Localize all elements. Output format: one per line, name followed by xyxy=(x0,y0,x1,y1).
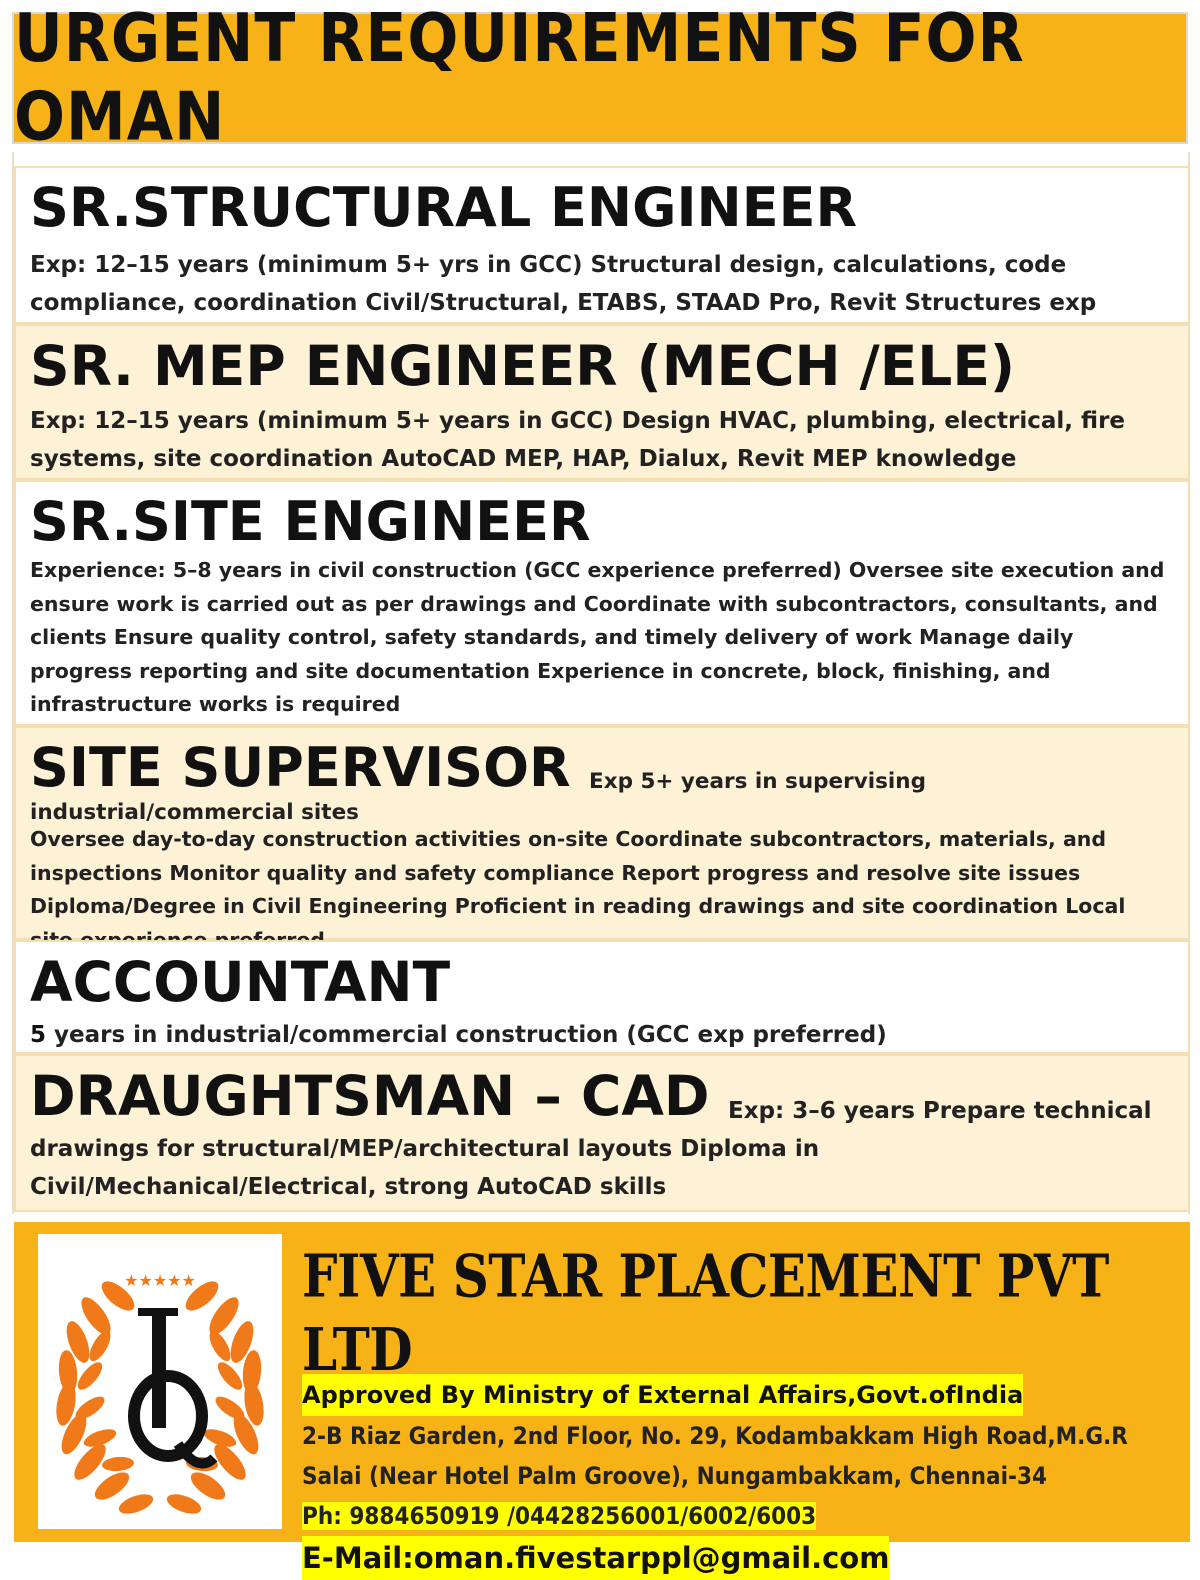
page-title: URGENT REQUIREMENTS FOR OMAN xyxy=(14,0,1025,157)
laurel-right xyxy=(164,1276,266,1517)
job-card-accountant xyxy=(14,940,1190,1054)
job-years: 5 xyxy=(30,1022,47,1048)
company-info xyxy=(302,1240,1172,1580)
email-address[interactable]: E-Mail:oman.fivestarppl@gmail.com xyxy=(302,1536,889,1580)
job-description-text: years in industrial/commercial construction (GCC exp preferred) xyxy=(46,1022,887,1048)
job-card-mep-engineer xyxy=(14,324,1190,480)
logo-stars: ★★★★★ xyxy=(124,1271,196,1290)
job-description: Experience: 5–8 years in civil construction (GCC experience preferred) Oversee site execution and ensure work is carried out as per drawings and Coordinate with subcontractors, consultants, and clients Ensure quality control, safety standards, and timely delivery of work Manage daily progress reporting and site documentation Experience in concrete, block, finishing, and infrastructure works is required xyxy=(30,558,1165,716)
job-list xyxy=(14,166,1190,1212)
job-title: SR.SITE ENGINEER xyxy=(30,490,591,553)
approval-text: Approved By Ministry of External Affairs,Govt.ofIndia xyxy=(302,1374,1023,1416)
laurel-wreath-icon xyxy=(38,1234,282,1529)
header-banner xyxy=(12,0,1188,157)
job-description: Oversee day-to-day construction activities on-site Coordinate subcontractors, materials, and inspections Monitor quality and safety compliance Report progress and resolve site issues Diploma/Degree in Civil Engineering Proficient in reading drawings and site coordination Local xyxy=(30,827,1126,918)
job-description: Exp: 12–15 years (minimum 5+ years in GCC) Design HVAC, plumbing, electrical, fire systems, site coordination AutoCAD MEP, HAP, Dialux, Revit MEP knowledge xyxy=(30,408,1126,472)
job-card-site-supervisor xyxy=(14,726,1190,940)
phone-numbers: Ph: 9884650919 /04428256001/6002/6003 xyxy=(302,1502,817,1530)
job-title: DRAUGHTSMAN – CAD xyxy=(30,1064,710,1128)
job-description: Exp: 12–15 years (minimum 5+ yrs in GCC) Structural design, calculations, code compliance, coordination Civil/Structural, ETABS, STAAD Pro, Revit Structures exp xyxy=(30,252,1097,316)
company-name: FIVE STAR PLACEMENT PVT LTD xyxy=(302,1241,1109,1384)
job-card-site-engineer xyxy=(14,480,1190,726)
company-footer xyxy=(14,1222,1190,1575)
job-experience: Exp 5+ years in supervising industrial/commercial sites xyxy=(30,769,926,825)
job-card-structural-engineer xyxy=(14,166,1190,324)
job-description: drawings for structural/MEP/architectural layouts Diploma in Civil/Mechanical/Electrical, strong AutoCAD skills xyxy=(30,1136,820,1200)
job-card-draughtsman xyxy=(14,1054,1190,1212)
job-experience: Exp: 3–6 years Prepare technical xyxy=(728,1097,1152,1124)
address-line-1: 2-B Riaz Garden, 2nd Floor, No. 29, Kodambakkam High Road,M.G.R xyxy=(302,1422,1128,1450)
company-logo xyxy=(38,1234,282,1529)
job-title: ACCOUNTANT xyxy=(30,950,451,1014)
address-line-2: Salai (Near Hotel Palm Groove), Nungambakkam, Chennai-34 xyxy=(302,1462,1048,1490)
job-title: SR.STRUCTURAL ENGINEER xyxy=(30,176,858,239)
job-description xyxy=(30,1016,1174,1054)
job-title: SITE SUPERVISOR xyxy=(30,736,571,799)
job-title: SR. MEP ENGINEER (MECH /ELE) xyxy=(30,334,1016,398)
